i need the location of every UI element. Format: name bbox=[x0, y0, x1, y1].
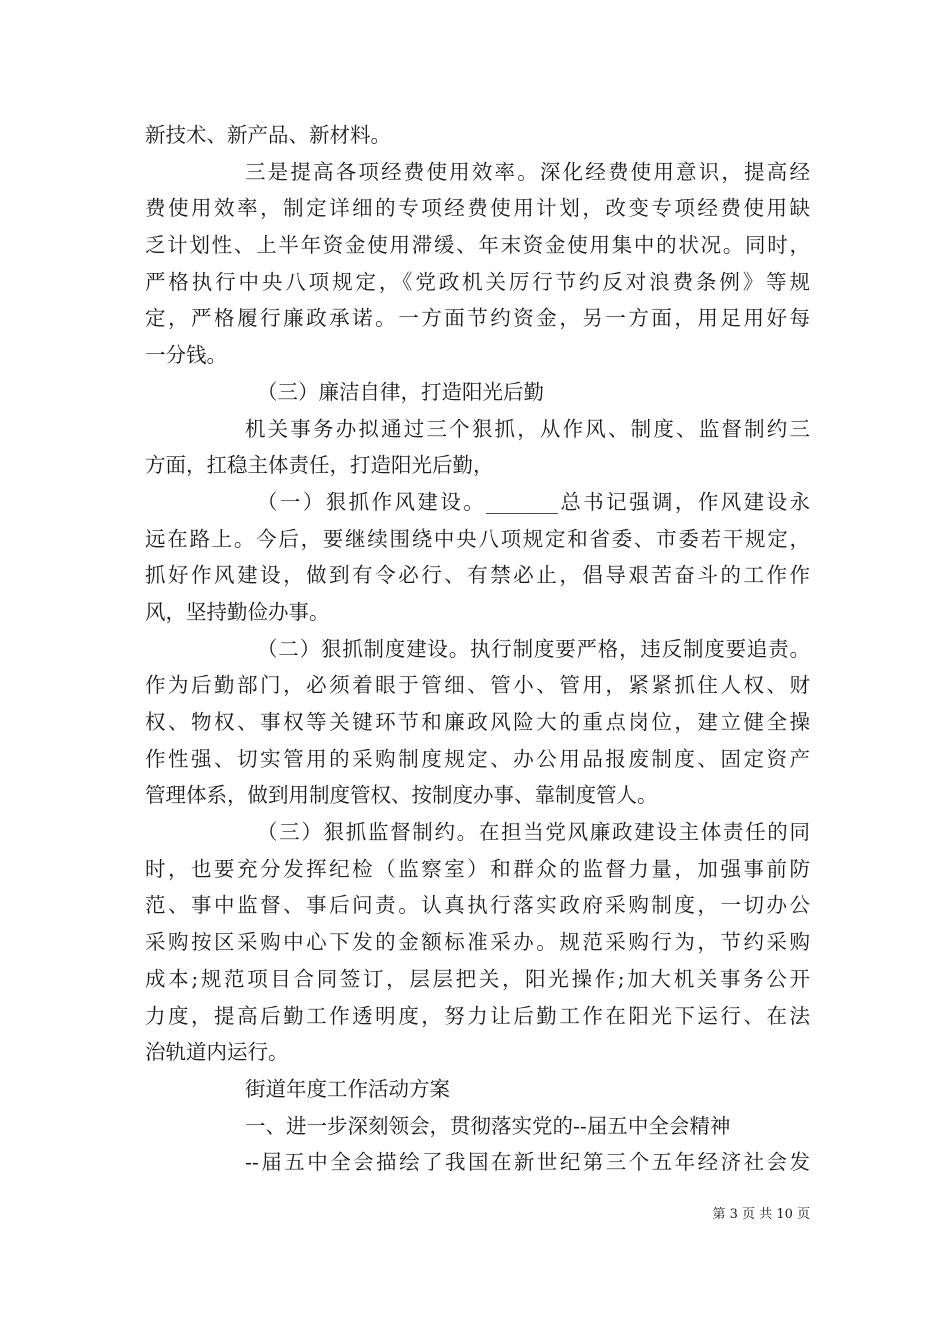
body-line: 治轨道内运行。 bbox=[145, 1040, 289, 1065]
body-line: 风，坚持勤俭办事。 bbox=[145, 599, 330, 624]
page-number: 第 3 页 共 10 页 bbox=[712, 1207, 810, 1222]
body-line: 费使用效率，制定详细的专项经费使用计划，改变专项经费使用缺 bbox=[145, 196, 810, 221]
body-line: 新技术、新产品、新材料。 bbox=[145, 123, 391, 147]
body-line: 权、物权、事权等关键环节和廉政风险大的重点岗位，建立健全操 bbox=[145, 710, 810, 734]
body-line: 范、事中监督、事后问责。认真执行落实政府采购制度，一切办公 bbox=[145, 893, 810, 918]
body-line: 远在路上。今后，要继续围绕中央八项规定和省委、市委若干规定， bbox=[145, 526, 810, 551]
body-line: 抓好作风建设，做到有令必行、有禁必止，倡导艰苦奋斗的工作作 bbox=[145, 563, 810, 588]
body-line: 方面，扛稳主体责任，打造阳光后勤， bbox=[145, 453, 494, 478]
body-line: （三）狠抓监督制约。在担当党风廉政建设主体责任的同 bbox=[257, 820, 810, 845]
body-line: 机关事务办拟通过三个狠抓，从作风、制度、监督制约三 bbox=[245, 416, 810, 441]
body-line: 力度，提高后勤工作透明度，努力让后勤工作在阳光下运行、在法 bbox=[145, 1003, 810, 1028]
body-line: 定，严格履行廉政承诺。一方面节约资金，另一方面，用足用好每 bbox=[145, 306, 810, 331]
body-line: 作性强、切实管用的采购制度规定、办公用品报废制度、固定资产 bbox=[145, 746, 810, 771]
body-line: 采购按区采购中心下发的金额标准采办。规范采购行为，节约采购 bbox=[145, 930, 810, 955]
body-line: 严格执行中央八项规定，《党政机关厉行节约反对浪费条例》等规 bbox=[145, 269, 810, 294]
section-heading: （三）廉洁自律，打造阳光后勤 bbox=[257, 379, 544, 404]
document-body bbox=[145, 117, 810, 1181]
body-line: --届五中全会描绘了我国在新世纪第三个五年经济社会发 bbox=[245, 1150, 810, 1175]
body-line: 时，也要充分发挥纪检（监察室）和群众的监督力量，加强事前防 bbox=[145, 856, 810, 881]
body-line: 一分钱。 bbox=[145, 343, 227, 368]
body-line: 管理体系，做到用制度管权、按制度办事、靠制度管人。 bbox=[145, 783, 658, 808]
document-title: 街道年度工作活动方案 bbox=[245, 1076, 450, 1101]
section-heading: 一、进一步深刻领会，贯彻落实党的--届五中全会精神 bbox=[245, 1113, 731, 1138]
body-line: （二）狠抓制度建设。执行制度要严格，违反制度要追责。 bbox=[257, 636, 810, 661]
body-line: （一）狠抓作风建设。_______总书记强调，作风建设永 bbox=[257, 489, 810, 514]
body-line: 乏计划性、上半年资金使用滞缓、年末资金使用集中的状况。同时， bbox=[145, 233, 810, 258]
body-line: 三是提高各项经费使用效率。深化经费使用意识，提高经 bbox=[245, 159, 810, 184]
body-line: 作为后勤部门，必须着眼于管细、管小、管用，紧紧抓住人权、财 bbox=[145, 673, 810, 698]
body-line: 成本;规范项目合同签订，层层把关，阳光操作;加大机关事务公开 bbox=[145, 966, 810, 991]
